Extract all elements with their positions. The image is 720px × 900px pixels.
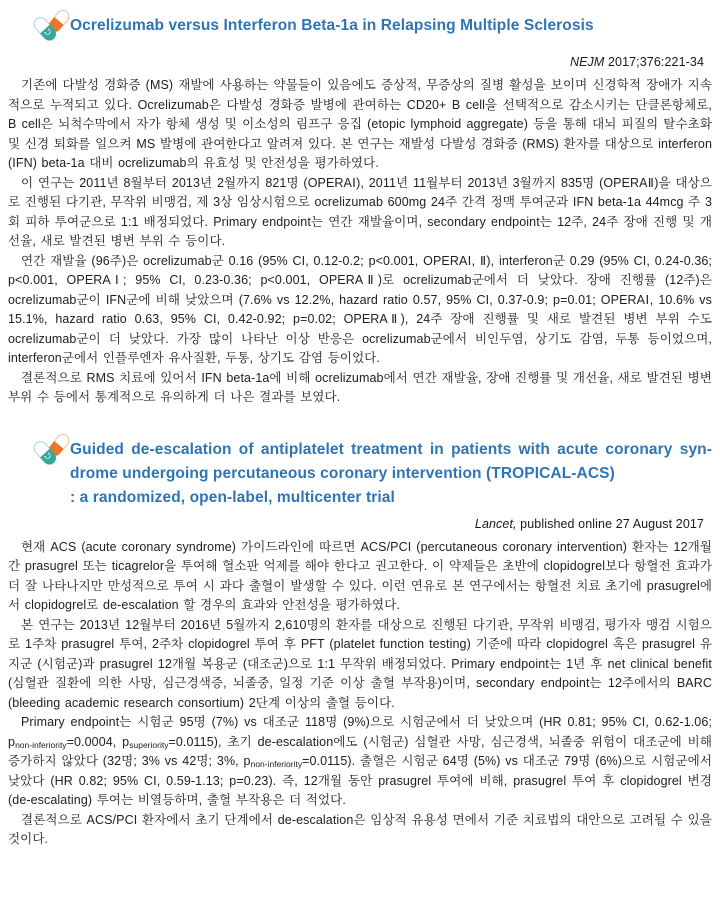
paragraph: 결론적으로 RMS 치료에 있어서 IFN beta-1a에 비해 ocrelizumab에서 연간 재발율, 장애 진행률 및 개선율, 새로 발견된 병변 부위 수 등에서 통계적으로 유의하게 더 나은 결과를 보였다. — [8, 370, 712, 404]
paragraph: 이 연구는 2011년 8월부터 2013년 2월까지 821명 (OPERAⅠ), 2011년 11월부터 2013년 3월까지 835명 (OPERAⅡ)을 대상으로 진행된 다기관, 무작위 비맹검, 제 3상 임상시험으로 ocrelizumab 600mg 24주 간격 정맥 투여군과 IFN beta-1a 44mcg 주 3회 피하 투여군으로 1:1 배정되었다. Primary endpoint는 연간 재발율이며, secondary endpoint는 12주, 24주 장애 진행 및 개선율, 새로 발견된 병변 부위 수 등이다. — [8, 175, 712, 248]
paragraph: 본 연구는 2013년 12월부터 2016년 5월까지 2,610명의 환자를 대상으로 진행된 다기관, 무작위 비맹검, 평가자 맹검 시험으로 1주차 prasugrel 투여, 2주차 clopidogrel 투여 후 PFT (platelet function testing) 기준에 따라 clopidogrel 혹은 prasugrel 유지군 (시험군)과 prasugrel 12개월 복용군 (대조군)으로 1:1 무작위 배정되었다. Primary endpoint는 1년 후 net clinical benefit (심혈관 질환에 의한 사망, 심근경색증, 뇌졸중, 일정 기준 이상 출혈 부작용)이며, secondary endpoint는 12주에서의 BARC (bleeding academic research consortium) 2단계 이상의 출혈 등이다. — [8, 617, 712, 710]
article-tropical-acs — [8, 438, 712, 850]
pills-icon — [32, 429, 72, 471]
article-1-title — [70, 14, 712, 38]
article-2-citation: Lancet, published online 27 August 2017 — [474, 516, 704, 531]
pills-icon — [32, 5, 72, 47]
article-1-header — [8, 14, 712, 48]
article-1-citation: NEJM 2017;376:221-34 — [569, 55, 704, 69]
title-line: Guided de-escalation of antiplatelet treatment in patients with acute coronary syn- — [70, 440, 712, 458]
paragraph: 연간 재발율 (96주)은 ocrelizumab군 0.16 (95% CI, 0.12-0.2; p<0.001, OPERAⅠ, Ⅱ), interferon군 0.29 (95% CI, 0.24-0.36; p<0.001, OPERAⅠ; 95% CI, 0.23-0.36; p<0.001, OPERAⅡ)로 ocrelizumab군에서 더 낮았다. 장애 진행률 (12주)은 ocrelizumab군이 IFN군에 비해 낮았으며 (7.6% vs 12.2%, hazard ratio 0.57, 95% CI, 0.37-0.9; p=0.01; OPERAⅠ, 10.6% vs 15.1%, hazard ratio 0.63, 95% CI, 0.42-0.92; p=0.02; OPERAⅡ), 24주 장애 진행률 및 새로 발견된 병변 부위 수도 ocrelizumab군이 더 낮았다. 가장 많이 나타난 이상 반응은 ocrelizumab군에서 비인두염, 상기도 감염, 두통 등이었으며, interferon군에서 인플루엔자 유사질환, 두통, 상기도 감염 등이었다. — [8, 253, 712, 365]
title-line: drome undergoing percutaneous coronary intervention (TROPICAL-ACS) — [70, 464, 615, 482]
article-2-body — [8, 538, 712, 850]
paragraph: 결론적으로 ACS/PCI 환자에서 초기 단계에서 de-escalation은 임상적 유용성 면에서 기준 치료법의 대안으로 고려될 수 있을 것이다. — [8, 812, 712, 846]
article-1-body — [8, 76, 712, 408]
article-2-header — [8, 438, 712, 510]
title-line: : a randomized, open-label, multicenter trial — [70, 488, 395, 506]
paragraph: 기존에 다발성 경화증 (MS) 재발에 사용하는 약물들이 있음에도 증상적, 무증상의 질병 활성을 보이며 신경학적 장애가 지속적으로 누적되고 있다. Ocrelizumab은 다발성 경화증 발병에 관여하는 CD20+ B cell을 선택적으로 감소시키는 단클론항체로, B cell은 뇌척수막에서 자가 항체 생성 및 이소성의 림프구 응집 (etopic lymphoid aggregate) 등을 통해 대뇌 피질의 탈수초화 및 신경 퇴화를 일으켜 MS 발병에 관여한다고 알려져 있다. 본 연구는 재발성 다발성 경화증 (RMS) 환자를 대상으로 interferon (IFN) beta-1a 대비 ocrelizumab의 유효성 및 안전성을 평가하였다. — [8, 78, 712, 170]
paragraph: 현재 ACS (acute coronary syndrome) 가이드라인에 따르면 ACS/PCI (percutaneous coronary intervention) 환자는 12개월간 prasugrel 또는 ticagrelor을 투여해 혈소판 억제를 해야 한다고 권고한다. 이 약제들은 초반에 clopidogrel보다 항혈전 효과가 더 잘 나타나지만 만성적으로 투여 시 과다 출혈이 발생할 수 있다. 이런 연유로 본 연구에서는 항혈전 치료 초기에 prasugrel에서 clopidogrel로 de-escalation 할 경우의 효과와 안전성을 평가하였다. — [8, 539, 712, 612]
title-line: Ocrelizumab versus Interferon Beta-1a in Relapsing Multiple Sclerosis — [70, 17, 594, 34]
paragraph: Primary endpoint는 시험군 95명 (7%) vs 대조군 118명 (9%)으로 시험군에서 더 낮았으며 (HR 0.81; 95% CI, 0.62-1.06; $p_{non-inferiority}=0.0004$, $p_{superiority}=0.0115$), 초기 de-escalation에도 (시험군) 심혈관 사망, 심근경색, 뇌졸중 위험이 대조군에 비해 증가하지 않았다 (32명; 3% vs 42명; 3%, $p_{non-inferiority}=0.0115$). 출혈은 시험군 64명 (5%) vs 대조군 79명 (6%)으로 시험군에서 낮았다 (HR 0.82; 95% CI, 0.59-1.13; p=0.23). 즉, 12개월 동안 prasugrel 투여에 비해, prasugrel 투여 후 clopidogrel 변경 (de-escalating) 투여는 비열등하며, 출혈 부작용은 더 적었다. — [8, 715, 713, 807]
article-2-title — [70, 438, 712, 510]
article-ocrelizumab — [8, 14, 712, 408]
